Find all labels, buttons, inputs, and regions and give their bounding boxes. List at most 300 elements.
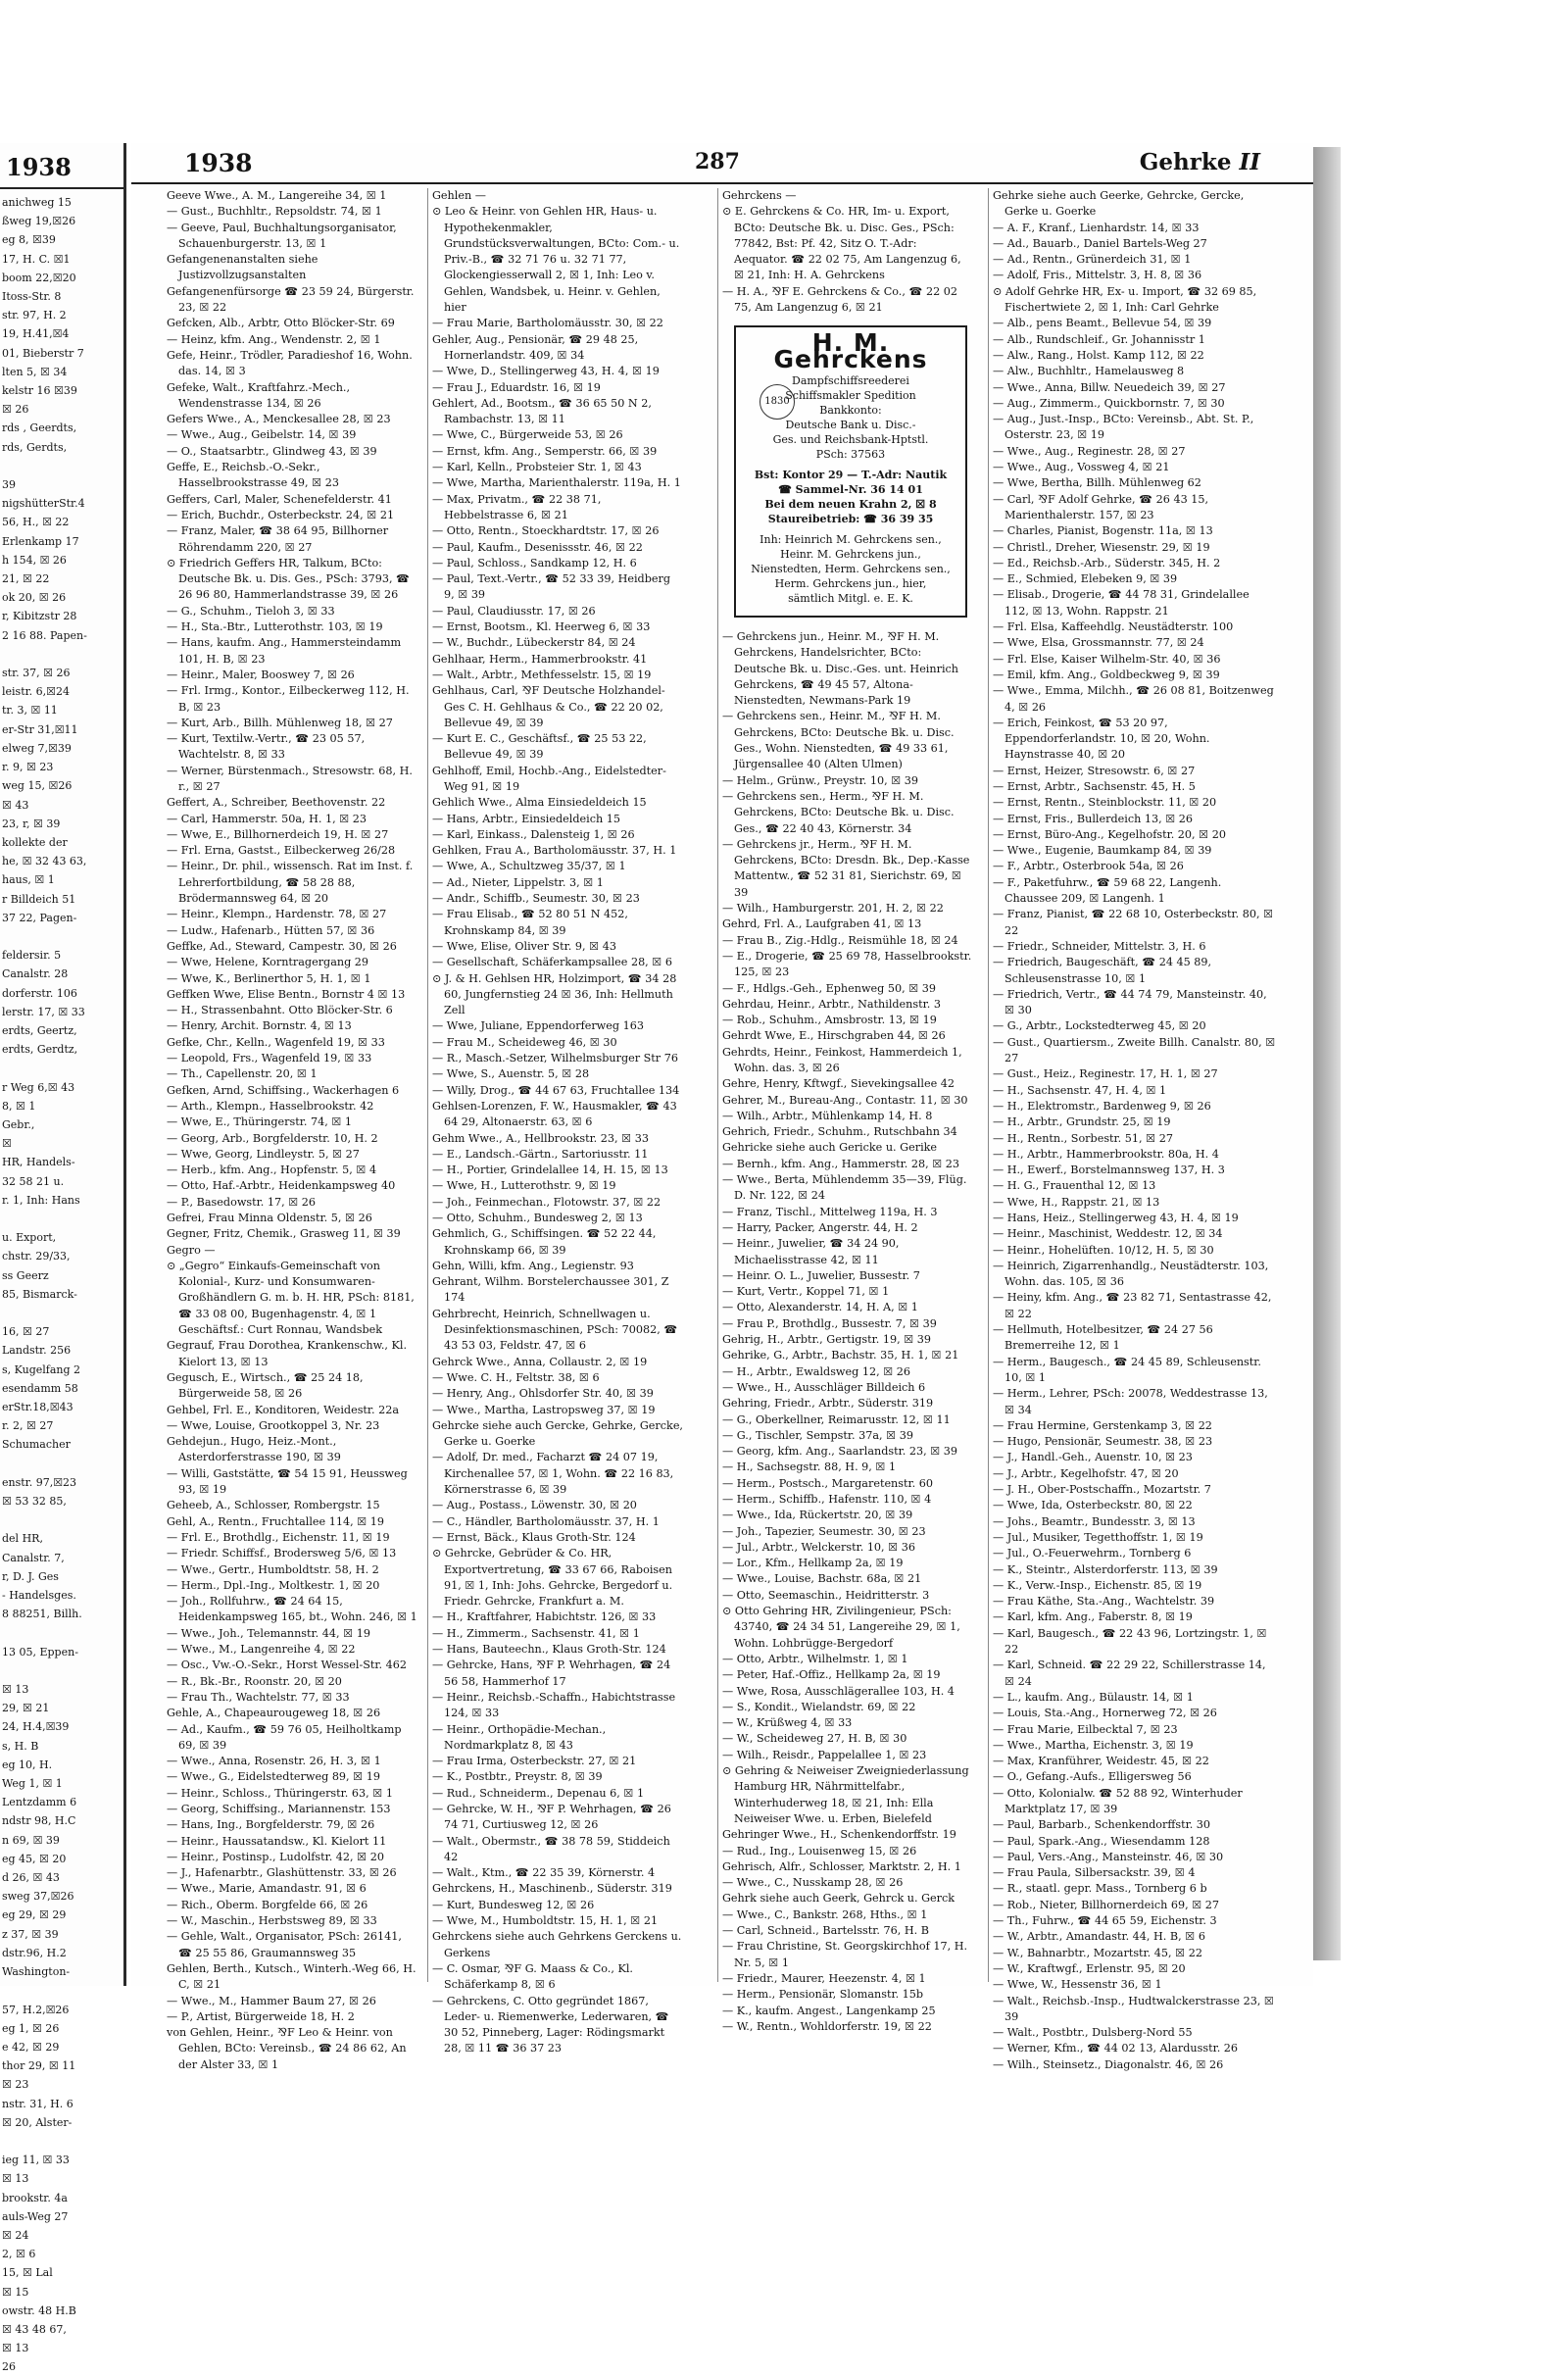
directory-entry: — Joh., Tapezier, Seumestr. 30, ☒ 23 [722, 1524, 926, 1538]
directory-entry: — H. G., Frauenthal 12, ☒ 13 [993, 1179, 1156, 1193]
directory-entry: — Wwe., G., Eidelstedterweg 89, ☒ 19 [167, 1770, 380, 1784]
directory-entry: — Walt., Arbtr., Methfesselstr. 15, ☒ 19 [432, 668, 652, 681]
previous-page-line [2, 1210, 123, 1228]
directory-entry: — Karl, Schneid. ☎ 22 29 22, Schillerstrasse 14, ☒ 24 [993, 1659, 1266, 1688]
directory-entry: — Ed., Reichsb.-Arb., Süderstr. 345, H. 2 [993, 556, 1221, 569]
previous-page-line: 85, Bismarck- [2, 1287, 77, 1301]
directory-entry: — Harry, Packer, Angerstr. 44, H. 2 [722, 1220, 918, 1234]
directory-entry: — Wwe, E., Thüringerstr. 74, ☒ 1 [167, 1115, 353, 1129]
previous-page-line: s, H. B [2, 1739, 39, 1753]
previous-page-line: 56, H., ☒ 22 [2, 516, 70, 529]
directory-entry: Gehlich Wwe., Alma Einsiedeldeich 15 [432, 796, 647, 810]
directory-entry: — W., Rentn., Wohldorferstr. 19, ☒ 22 [722, 2019, 932, 2033]
directory-entry: — Wwe, Rosa, Ausschlägerallee 103, H. 4 [722, 1684, 955, 1698]
directory-entry: — G., Arbtr., Lockstedterweg 45, ☒ 20 [993, 1019, 1206, 1033]
previous-page-line: eg 10, H. [2, 1758, 53, 1771]
directory-entry: Geffert, A., Schreiber, Beethovenstr. 22 [167, 796, 386, 810]
directory-entry: — Heinr., Postinsp., Ludolfstr. 42, ☒ 20 [167, 1850, 384, 1863]
directory-entry: — Ad., Kaufm., ☎ 59 76 05, Heilholtkamp 69, ☒ 39 [167, 1722, 402, 1752]
previous-page-line: r. 2, ☒ 27 [2, 1419, 54, 1433]
previous-page-line: Schumacher [2, 1438, 71, 1452]
ad-line: Inh: Heinrich M. Gehrckens sen., [760, 532, 942, 546]
directory-entry: — Wwe., M., Hammer Baum 27, ☒ 26 [167, 1994, 376, 2007]
directory-entry: — Kurt, Arb., Billh. Mühlenweg 18, ☒ 27 [167, 716, 393, 729]
directory-entry: — H., Sachsenstr. 47, H. 4, ☒ 1 [993, 1083, 1167, 1097]
directory-entry: Gehrckens siehe auch Gehrkens Gerckens u. Gerkens [432, 1930, 682, 1959]
directory-entry: — Erich, Feinkost, ☎ 53 20 97, Eppendorferlandstr. 10, ☒ 20, Wohn. Haynstrasse 40, ☒ 20 [993, 716, 1210, 762]
directory-entry: — Wwe, Martha, Marienthalerstr. 119a, H. 1 [432, 476, 681, 490]
directory-entry: Gehbel, Frl. E., Konditoren, Weidestr. 22a [167, 1403, 400, 1416]
previous-page-line: Weg 1, ☒ 1 [2, 1777, 63, 1791]
directory-entry: Geffers, Carl, Maler, Schenefelderstr. 41 [167, 492, 392, 506]
directory-entry: — H., Ewerf., Borstelmannsweg 137, H. 3 [993, 1164, 1225, 1177]
directory-entry: — Franz, Pianist, ☎ 22 68 10, Osterbeckstr. 80, ☒ 22 [993, 908, 1274, 937]
previous-page-line: sweg 37,☒26 [2, 1890, 74, 1904]
directory-entry: — Friedr., Maurer, Heezenstr. 4, ☒ 1 [722, 1971, 926, 1985]
previous-page-line: enstr. 97,☒23 [2, 1475, 77, 1489]
directory-entry: Gehlert, Ad., Bootsm., ☎ 36 65 50 N 2, Rambachstr. 13, ☒ 11 [432, 396, 652, 426]
directory-entry: Gehricke siehe auch Gericke u. Gerike [722, 1141, 938, 1155]
previous-page-line: d 26, ☒ 43 [2, 1871, 60, 1885]
previous-page-line: 21, ☒ 22 [2, 572, 50, 586]
catchword-name: Gehrke [1139, 149, 1232, 175]
directory-entry: — Paul, Schloss., Sandkamp 12, H. 6 [432, 556, 637, 569]
directory-entry: Gefangenenanstalten siehe Justizvollzugsanstalten [167, 253, 318, 282]
directory-entry: — Otto, Alexanderstr. 14, H. A, ☒ 1 [722, 1301, 918, 1314]
previous-page-line: 16, ☒ 27 [2, 1325, 50, 1339]
directory-entry: — W., Scheideweg 27, H. B, ☒ 30 [722, 1732, 907, 1746]
directory-entry: ⊙ J. & H. Gehlsen HR, Holzimport, ☎ 34 28 60, Jungfernstieg 24 ☒ 36, Inh: Hellmuth Zell [432, 971, 677, 1017]
previous-page-line [2, 1510, 123, 1529]
directory-entry: — Ludw., Hafenarb., Hütten 57, ☒ 36 [167, 923, 375, 937]
directory-entry: — Herm., Baugesch., ☎ 24 45 89, Schleusenstr. 10, ☒ 1 [993, 1355, 1261, 1384]
directory-entry: — Gust., Quartiersm., Zweite Billh. Canalstr. 80, ☒ 27 [993, 1035, 1276, 1065]
previous-page-line: 17, H. C. ☒1 [2, 252, 71, 266]
directory-entry: — Gehrckens jun., Heinr. M., ⅋F H. M. Gehrckens, Handelsrichter, BCto: Deutsche Bk. u. Disc.-Ges. unt. Heinrich Gehrckens, ☎ 49 45 57, Altona-Nienstedten, Newmans-Park 19 [722, 629, 958, 708]
gehrckens-advertisement [734, 325, 967, 618]
directory-entry: — Heinr., Reichsb.-Schaffn., Habichtstrasse 124, ☒ 33 [432, 1690, 676, 1720]
column-3-entries [722, 629, 973, 2035]
directory-entry: — Georg, Schiffsing., Mariannenstr. 153 [167, 1802, 391, 1815]
directory-entry: — Adolf, Dr. med., Facharzt ☎ 24 07 19, Kirchenallee 57, ☒ 1, Wohn. ☎ 22 16 83, Körnerstrasse 6, ☒ 39 [432, 1451, 674, 1497]
directory-entry: — Jul., O.-Feuerwehrm., Tornberg 6 [993, 1547, 1192, 1560]
directory-entry: — O., Staatsarbtr., Glindweg 43, ☒ 39 [167, 444, 377, 458]
directory-column-2 [427, 188, 683, 2055]
directory-entry: — Georg, Arb., Borgfelderstr. 10, H. 2 [167, 1131, 378, 1145]
previous-page-line: erdts, Geertz, [2, 1023, 77, 1037]
previous-page-line: nigshütterStr.4 [2, 497, 85, 511]
directory-entry: — Paul, Barbarb., Schenkendorffstr. 30 [993, 1818, 1211, 1832]
directory-entry: — F., Hdlgs.-Geh., Ephenweg 50, ☒ 39 [722, 981, 937, 995]
directory-entry: — Peter, Haf.-Offiz., Hellkamp 2a, ☒ 19 [722, 1668, 941, 1682]
directory-entry: — Friedr., Schneider, Mittelstr. 3, H. 6 [993, 939, 1206, 953]
previous-page-line: ☒ 24 [2, 2228, 29, 2242]
directory-entry: — Helm., Grünw., Preystr. 10, ☒ 39 [722, 773, 919, 787]
previous-page-line [2, 645, 123, 664]
directory-entry: — E., Landsch.-Gärtn., Sartoriusstr. 11 [432, 1147, 649, 1161]
directory-entry: Gefken, Arnd, Schiffsing., Wackerhagen 6 [167, 1083, 400, 1097]
directory-entry: — Wwe., C., Bankstr. 268, Hths., ☒ 1 [722, 1907, 928, 1921]
directory-entry: — J., Hafenarbtr., Glashüttenstr. 33, ☒ 26 [167, 1866, 397, 1880]
directory-entry: — Alb., Rundschleif., Gr. Johannisstr 1 [993, 332, 1205, 346]
directory-entry: ⊙ Gehring & Neiweiser Zweigniederlassung Hamburg HR, Nährmittelfabr., Winterhuderweg 18, ☒ 21, Inh: Ella Neiweiser Wwe. u. Erben, Bielefeld [722, 1764, 969, 1825]
directory-entry: — Gehle, Walt., Organisator, PSch: 26141, ☎ 25 55 86, Graumannsweg 35 [167, 1930, 402, 1959]
directory-entry: Gehrk siehe auch Geerk, Gehrck u. Gerck [722, 1892, 956, 1906]
directory-entry: — Rud., Schneiderm., Depenau 6, ☒ 1 [432, 1786, 645, 1800]
directory-entry: — Ernst, Bootsm., Kl. Heerweg 6, ☒ 33 [432, 620, 651, 634]
directory-entry: Gehle, A., Chapeaurougeweg 18, ☒ 26 [167, 1707, 381, 1720]
directory-entry: — Adolf, Fris., Mittelstr. 3, H. 8, ☒ 36 [993, 269, 1202, 282]
directory-entry: — Henry, Archit. Bornstr. 4, ☒ 13 [167, 1019, 352, 1033]
directory-entry: — K., Verw.-Insp., Eichenstr. 85, ☒ 19 [993, 1578, 1202, 1592]
previous-page-line: thor 29, ☒ 11 [2, 2059, 76, 2073]
directory-entry: Gehringer Wwe., H., Schenkendorffstr. 19 [722, 1828, 956, 1842]
previous-page-line: z 37, ☒ 39 [2, 1927, 59, 1941]
directory-entry: — F., Arbtr., Osterbrook 54a, ☒ 26 [993, 860, 1184, 873]
previous-page-line: leistr. 6,☒24 [2, 685, 71, 699]
previous-page-line: tr. 3, ☒ 11 [2, 704, 58, 718]
previous-page-line: Erlenkamp 17 [2, 534, 79, 548]
previous-page-line [2, 1623, 123, 1642]
directory-entry: — P., Artist, Bürgerweide 18, H. 2 [167, 2009, 355, 2023]
previous-page-line: 26 [2, 2360, 16, 2374]
directory-entry: — Frl. Erna, Gastst., Eilbeckerweg 26/28 [167, 844, 396, 858]
directory-entry: Gehrant, Wilhm. Borstelerchaussee 301, Z 174 [432, 1275, 669, 1305]
directory-entry: — Kurt E. C., Geschäftsf., ☎ 25 53 22, Bellevue 49, ☒ 39 [432, 732, 647, 762]
previous-page-line: 13 05, Eppen- [2, 1645, 78, 1659]
previous-page-line: e 42, ☒ 29 [2, 2040, 60, 2054]
directory-entry: — E., Drogerie, ☎ 25 69 78, Hasselbrookstr. 125, ☒ 23 [722, 949, 972, 979]
previous-page-line: r. 1, Inh: Hans [2, 1193, 80, 1207]
directory-entry: Gegner, Fritz, Chemik., Grasweg 11, ☒ 39 [167, 1227, 401, 1241]
directory-entry: — Ad., Nieter, Lippelstr. 3, ☒ 1 [432, 875, 604, 889]
directory-entry: — Heinr. O. L., Juwelier, Bussestr. 7 [722, 1268, 920, 1282]
ad-line: ☎ Sammel-Nr. 36 14 01 [778, 482, 923, 496]
directory-entry: — Leopold, Frs., Wagenfeld 19, ☒ 33 [167, 1052, 372, 1065]
previous-page-line: ☒ 13 [2, 1683, 29, 1697]
directory-entry: — Heinr., Schloss., Thüringerstr. 63, ☒ 1 [167, 1786, 393, 1800]
previous-page-line: ☒ 13 [2, 2172, 29, 2186]
previous-page-line: 8 88251, Billh. [2, 1608, 82, 1621]
previous-page-line: ßweg 19,☒26 [2, 215, 76, 228]
directory-entry: — Heinr., Dr. phil., wissensch. Rat im Inst. f. Lehrerfortbildung, ☎ 58 28 88, Brödermannsweg 64, ☒ 20 [167, 860, 414, 906]
directory-entry: — Wwe, Ida, Osterbeckstr. 80, ☒ 22 [993, 1499, 1193, 1512]
directory-entry: Geffke, Ad., Steward, Campestr. 30, ☒ 26 [167, 939, 397, 953]
directory-entry: Gehrdt Wwe, E., Hirschgraben 44, ☒ 26 [722, 1029, 946, 1043]
previous-page-line [2, 2132, 123, 2151]
directory-entry: — Th., Fuhrw., ☎ 44 65 59, Eichenstr. 3 [993, 1914, 1217, 1928]
directory-entry: — C., Händler, Bartholomäusstr. 37, H. 1 [432, 1514, 660, 1528]
directory-entry: — Hans, Ing., Borgfelderstr. 79, ☒ 26 [167, 1818, 375, 1832]
directory-entry: — Wwe., Emma, Milchh., ☎ 26 08 81, Boitzenweg 4, ☒ 26 [993, 684, 1274, 714]
directory-entry: — Heinr., Maschinist, Weddestr. 12, ☒ 34 [993, 1227, 1223, 1241]
directory-entry: — Gust., Buchhltr., Repsoldstr. 74, ☒ 1 [167, 205, 382, 219]
previous-page-line: he, ☒ 32 43 63, [2, 855, 87, 868]
directory-entry: — Ad., Rentn., Grünerdeich 31, ☒ 1 [993, 253, 1192, 267]
ad-line: Herm. Gehrckens jun., hier, [774, 576, 927, 590]
directory-entry: — Gehrckens sen., Herm., ⅋F H. M. Gehrckens, BCto: Deutsche Bk. u. Disc. Ges., ☎ 22 40 43, Körnerstr. 34 [722, 789, 955, 835]
directory-entry: — Gehrckens jr., Herm., ⅋F H. M. Gehrckens, BCto: Dresdn. Bk., Dep.-Kasse Mattentw., ☎ 52 31 81, Sierichstr. 69, ☒ 39 [722, 837, 970, 899]
previous-page-line: 39 [2, 478, 16, 492]
directory-entry: — W., Buchdr., Lübeckerstr 84, ☒ 24 [432, 636, 636, 650]
ad-line: Schiffsmakler Spedition [785, 388, 916, 402]
previous-page-line: r, Kibitzstr 28 [2, 610, 77, 623]
directory-page [131, 143, 1313, 2071]
directory-entry: ⊙ Leo & Heinr. von Gehlen HR, Haus- u. Hypothekenmakler, Grundstücksverwaltungen, BCto: Com.- u. Priv.-B., ☎ 32 71 76 u. 32 71 77, Glockengiesserwall 2, ☒ 1, Inh: Leo v. Gehlen, Wandsbek, u. Heinr. v. Gehlen, hier [432, 205, 680, 315]
catchword [1140, 149, 1260, 175]
ad-founding-seal: 1830 [760, 384, 795, 420]
directory-entry: — C. Osmar, ⅋F G. Maass & Co., Kl. Schäferkamp 8, ☒ 6 [432, 1961, 633, 1992]
directory-entry: Gefe, Heinr., Trödler, Paradieshof 16, Wohn. das. 14, ☒ 3 [167, 348, 413, 378]
directory-entry: — Friedrich, Baugeschäft, ☎ 24 45 89, Schleusenstrasse 10, ☒ 1 [993, 956, 1212, 985]
directory-entry: — H., Arbtr., Grundstr. 25, ☒ 19 [993, 1115, 1171, 1129]
directory-entry: — Gehrcke, Hans, ⅋F P. Wehrhagen, ☎ 24 56 58, Hammerhof 17 [432, 1659, 671, 1688]
directory-entry: — Frau Marie, Eilbecktal 7, ☒ 23 [993, 1722, 1178, 1736]
directory-entry: — Wwe., Anna, Rosenstr. 26, H. 3, ☒ 1 [167, 1755, 381, 1768]
directory-entry: — Ernst, kfm. Ang., Semperstr. 66, ☒ 39 [432, 444, 658, 458]
previous-page-line: kelstr 16 ☒39 [2, 384, 77, 398]
directory-entry: — Herm., Schiffb., Hafenstr. 110, ☒ 4 [722, 1493, 932, 1506]
previous-page-line: 2, ☒ 6 [2, 2248, 36, 2261]
ad-line: Bst: Kontor 29 — T.-Adr: Nautik [754, 468, 948, 481]
previous-page-line: ☒ 53 32 85, [2, 1495, 67, 1509]
directory-entry: Gehring, Friedr., Arbtr., Süderstr. 319 [722, 1397, 934, 1411]
directory-entry: — Carl, ⅋F Adolf Gehrke, ☎ 26 43 15, Marienthalerstr. 157, ☒ 23 [993, 492, 1209, 521]
directory-entry: Gefangenenfürsorge ☎ 23 59 24, Bürgerstr. 23, ☒ 22 [167, 284, 415, 315]
previous-page-line: 01, Bieberstr 7 [2, 346, 84, 360]
directory-entry: — Frl. Irmg., Kontor., Eilbeckerweg 112, H. B, ☒ 23 [167, 684, 410, 714]
directory-entry: — Wwe., Marie, Amandastr. 91, ☒ 6 [167, 1882, 367, 1896]
previous-page-line: Canalstr. 28 [2, 967, 69, 981]
directory-entry: Gehlhaar, Herm., Hammerbrookstr. 41 [432, 652, 648, 666]
previous-page-line: auls-Weg 27 [2, 2209, 69, 2223]
directory-entry: — Frau Irma, Osterbeckstr. 27, ☒ 21 [432, 1755, 637, 1768]
directory-entry: — Walt., Obermstr., ☎ 38 78 59, Stiddeich 42 [432, 1834, 670, 1863]
previous-page-line: kollekte der [2, 835, 68, 849]
previous-page-line: str. 97, H. 2 [2, 309, 67, 322]
directory-entry: — Wwe. C. H., Feltstr. 38, ☒ 6 [432, 1370, 600, 1384]
previous-page-line [2, 927, 123, 946]
directory-entry: — Herm., Dpl.-Ing., Moltkestr. 1, ☒ 20 [167, 1578, 380, 1592]
directory-entry: — Wwe, Bertha, Billh. Mühlenweg 62 [993, 476, 1201, 490]
directory-entry: Gefcken, Alb., Arbtr, Otto Blöcker-Str. 69 [167, 317, 395, 330]
directory-entry: — R., staatl. gepr. Mass., Tornberg 6 b [993, 1882, 1207, 1896]
ad-line: Ges. und Reichsbank-Hptstl. [772, 432, 929, 446]
directory-entry: Gehlsen-Lorenzen, F. W., Hausmakler, ☎ 43 64 29, Altonaerstr. 63, ☒ 6 [432, 1099, 677, 1129]
previous-page-line: boom 22,☒20 [2, 271, 76, 284]
directory-entry: — Heinr., Maler, Booswey 7, ☒ 26 [167, 668, 355, 681]
previous-page-line: erdts, Gerdtz, [2, 1043, 78, 1057]
ad-line: Heinr. M. Gehrckens jun., Nienstedten, Herm. Gehrckens sen., [751, 547, 951, 575]
directory-entry: — Ernst, Heizer, Stresowstr. 6, ☒ 27 [993, 764, 1196, 777]
directory-entry: — Wwe., Martha, Eichenstr. 3, ☒ 19 [993, 1738, 1194, 1752]
directory-entry: — H., Rentn., Sorbestr. 51, ☒ 27 [993, 1131, 1173, 1145]
column-3-top-entries [722, 188, 973, 316]
directory-entry: — Wwe, H., Lutterothstr. 9, ☒ 19 [432, 1179, 616, 1193]
previous-page-line: ☒ 20, Alster- [2, 2115, 73, 2129]
directory-entry: — Heinz, kfm. Ang., Wendenstr. 2, ☒ 1 [167, 332, 381, 346]
previous-page-line: r, D. J. Ges [2, 1569, 59, 1583]
previous-page-line: - Handelsges. [2, 1589, 76, 1603]
directory-entry: — Wwe., Ida, Rückertstr. 20, ☒ 39 [722, 1509, 913, 1522]
directory-entry: — Alw., Buchhltr., Hamelausweg 8 [993, 365, 1185, 378]
directory-entry: — Frau Paula, Silbersackstr. 39, ☒ 4 [993, 1866, 1196, 1880]
directory-entry: — Frau Marie, Bartholomäusstr. 30, ☒ 22 [432, 317, 663, 330]
directory-entry: — Paul, Text.-Vertr., ☎ 52 33 39, Heidberg 9, ☒ 39 [432, 572, 671, 602]
previous-page-line: r Weg 6,☒ 43 [2, 1080, 75, 1094]
directory-entry: — Walt., Reichsb.-Insp., Hudtwalckerstrasse 23, ☒ 39 [993, 1994, 1274, 2023]
directory-entry: — Aug., Just.-Insp., BCto: Vereinsb., Abt. St. P., Osterstr. 23, ☒ 19 [993, 413, 1254, 442]
previous-page-line: nstr. 31, H. 6 [2, 2097, 74, 2110]
directory-entry: — Frau Christine, St. Georgskirchhof 17, H. Nr. 5, ☒ 1 [722, 1940, 968, 1969]
previous-page-line: HR, Handels- [2, 1156, 75, 1169]
directory-entry: — Heinr., Orthopädie-Mechan., Nordmarkplatz 8, ☒ 43 [432, 1722, 607, 1752]
directory-entry: — Frau Käthe, Sta.-Ang., Wachtelstr. 39 [993, 1595, 1215, 1609]
previous-page-line [2, 1661, 123, 1680]
previous-page-line: lerstr. 17, ☒ 33 [2, 1005, 85, 1018]
directory-entry: — S., Kondit., Wielandstr. 69, ☒ 22 [722, 1700, 916, 1713]
directory-entry: — Rob., Schuhm., Amsbrostr. 13, ☒ 19 [722, 1014, 937, 1027]
directory-entry: — Elisab., Drogerie, ☎ 44 78 31, Grindelallee 112, ☒ 13, Wohn. Rappstr. 21 [993, 588, 1250, 618]
directory-entry: Gehrike, G., Arbtr., Bachstr. 35, H. 1, ☒ 21 [722, 1349, 959, 1362]
previous-page-line: dorferstr. 106 [2, 986, 77, 1000]
directory-entry: — Carl, Schneid., Bartelsstr. 76, H. B [722, 1924, 929, 1938]
directory-column-3 [717, 188, 973, 2033]
directory-entry: — Ernst, Fris., Bullerdeich 13, ☒ 26 [993, 812, 1194, 825]
directory-entry: — Heinr., Haussatandsw., Kl. Kielort 11 [167, 1834, 387, 1848]
directory-entry: — Herm., Lehrer, PSch: 20078, Weddestrasse 13, ☒ 34 [993, 1387, 1268, 1416]
previous-page-line: lten 5, ☒ 34 [2, 365, 68, 378]
directory-entry: — Th., Capellenstr. 20, ☒ 1 [167, 1067, 318, 1081]
directory-entry: — Rich., Oberm. Borgfelde 66, ☒ 26 [167, 1898, 368, 1911]
directory-entry: — Gehrckens sen., Heinr. M., ⅋F H. M. Gehrckens, BCto: Deutsche Bk. u. Disc. Ges., Wohn. Nienstedten, ☎ 49 33 61, Jürgensallee 40 (Alten Ulmen) [722, 710, 955, 771]
previous-page-line: 23, r, ☒ 39 [2, 817, 61, 830]
previous-page-line: 8, ☒ 1 [2, 1099, 36, 1113]
directory-entry: — Frau P., Brothdlg., Bussestr. 7, ☒ 39 [722, 1316, 937, 1330]
directory-entry: — K., Steintr., Alsterdorferstr. 113, ☒ 39 [993, 1562, 1218, 1576]
previous-page-line: Gebr., [2, 1117, 35, 1131]
previous-page-line [2, 457, 123, 475]
directory-entry: — Gust., Heiz., Reginestr. 17, H. 1, ☒ 27 [993, 1067, 1218, 1081]
previous-page-line: eg 29, ☒ 29 [2, 1908, 67, 1922]
directory-entry: — Hellmuth, Hotelbesitzer, ☎ 24 27 56 Bremerreihe 12, ☒ 1 [993, 1323, 1213, 1353]
directory-entry: — Wwe., Anna, Billw. Neuedeich 39, ☒ 27 [993, 380, 1226, 394]
previous-page-line: n 69, ☒ 39 [2, 1833, 60, 1847]
directory-entry: Gehn, Willi, kfm. Ang., Legienstr. 93 [432, 1259, 634, 1272]
page-edge-shadow [1313, 147, 1341, 1960]
directory-entry: Gehrke siehe auch Geerke, Gehrcke, Gercke, Gerke u. Goerke [993, 189, 1245, 219]
directory-entry: Gehl, A., Rentn., Fruchtallee 114, ☒ 19 [167, 1514, 385, 1528]
directory-entry: — Ad., Bauarb., Daniel Bartels-Weg 27 [993, 236, 1207, 250]
directory-entry: — Charles, Pianist, Bogenstr. 11a, ☒ 13 [993, 524, 1213, 538]
previous-page-line: er-Str 31,☒11 [2, 722, 78, 736]
previous-page-line: s, Kugelfang 2 [2, 1362, 81, 1376]
directory-entry: — Wwe, C., Bürgerweide 53, ☒ 26 [432, 428, 623, 442]
directory-entry: — Christl., Dreher, Wiesenstr. 29, ☒ 19 [993, 540, 1210, 554]
previous-page-line: owstr. 48 H.B [2, 2303, 76, 2317]
directory-entry: Gefrei, Frau Minna Oldenstr. 5, ☒ 26 [167, 1212, 372, 1224]
directory-entry: — Alb., pens Beamt., Bellevue 54, ☒ 39 [993, 317, 1212, 330]
directory-entry: Gehrbrecht, Heinrich, Schnellwagen u. Desinfektionsmaschinen, PSch: 70082, ☎ 43 53 03, Feldstr. 47, ☒ 6 [432, 1307, 678, 1353]
directory-entry: — Wwe., Aug., Vossweg 4, ☒ 21 [993, 461, 1170, 474]
previous-page-line: 32 58 21 u. [2, 1174, 65, 1188]
directory-entry: — Kurt, Vertr., Koppel 71, ☒ 1 [722, 1285, 890, 1299]
previous-page-line: ☒ 26 [2, 403, 29, 417]
directory-entry: — Hans, Heiz., Stellingerweg 43, H. 4, ☒ 19 [993, 1212, 1239, 1224]
previous-page-line: ☒ 23 [2, 2078, 29, 2092]
previous-page-line: eg 45, ☒ 20 [2, 1852, 67, 1865]
previous-page-line: r Billdeich 51 [2, 892, 76, 906]
directory-entry: — Wwe., M., Langenreihe 4, ☒ 22 [167, 1643, 356, 1657]
directory-entry: — Wwe, Helene, Korntragergang 29 [167, 956, 369, 969]
previous-page-line: rds , Geerdts, [2, 421, 77, 435]
previous-page-line: haus, ☒ 1 [2, 873, 55, 887]
directory-entry: — Wwe, E., Billhornerdeich 19, H. ☒ 27 [167, 827, 389, 841]
directory-entry: — Herm., Pensionär, Slomanstr. 15b [722, 1988, 924, 2002]
directory-entry: — Georg, kfm. Ang., Saarlandstr. 23, ☒ 39 [722, 1445, 958, 1459]
directory-entry: — G., Schuhm., Tieloh 3, ☒ 33 [167, 604, 335, 618]
directory-entry: — W., Bahnarbtr., Mozartstr. 45, ☒ 22 [993, 1946, 1202, 1959]
page-header [131, 143, 1313, 184]
previous-page-line: esendamm 58 [2, 1381, 78, 1395]
directory-entry: Gehrdau, Heinr., Arbtr., Nathildenstr. 3 [722, 997, 941, 1011]
previous-page-line [2, 1304, 123, 1322]
directory-entry: — Walt., Postbtr., Dulsberg-Nord 55 [993, 2026, 1193, 2040]
directory-entry: — Joh., Rollfuhrw., ☎ 24 64 15, Heidenkampsweg 165, bt., Wohn. 246, ☒ 1 [167, 1595, 417, 1624]
directory-entry: — Gehrckens, C. Otto gegründet 1867, Leder- u. Riemenwerke, Lederwaren, ☎ 30 52, Pinneberg, Lager: Rödingsmarkt 28, ☒ 11 ☎ 36 37 23 [432, 1994, 669, 2055]
previous-page-line: del HR, [2, 1532, 43, 1546]
directory-entry: von Gehlen, Heinr., ⅋F Leo & Heinr. von Gehlen, BCto: Vereinsb., ☎ 24 86 62, An der Alster 33, ☒ 1 [167, 2026, 407, 2071]
directory-entry: — K., kaufm. Angest., Langenkamp 25 [722, 2004, 936, 2017]
previous-page-lines [0, 193, 123, 2377]
directory-entry: — Aug., Zimmerm., Quickbornstr. 7, ☒ 30 [993, 396, 1225, 410]
directory-entry: Gehrisch, Alfr., Schlosser, Marktstr. 2, H. 1 [722, 1859, 961, 1873]
previous-page-line [2, 1455, 123, 1473]
directory-entry: — Gesellschaft, Schäferkampsallee 28, ☒ 6 [432, 956, 672, 969]
section-numeral: II [1239, 149, 1260, 175]
directory-entry: Gehrcke siehe auch Gercke, Gehrke, Gercke, Gerke u. Goerke [432, 1418, 683, 1449]
directory-entry: — Frau B., Zig.-Hdlg., Reismühle 18, ☒ 24 [722, 933, 958, 947]
directory-entry: Gefeke, Walt., Kraftfahrz.-Mech., Wendenstrasse 134, ☒ 26 [167, 380, 351, 410]
directory-entry: Geffe, E., Reichsb.-O.-Sekr., Hasselbrookstrasse 49, ☒ 23 [167, 461, 339, 490]
directory-entry: Geffken Wwe, Elise Bentn., Bornstr 4 ☒ 13 [167, 987, 406, 1001]
previous-page-line: Landstr. 256 [2, 1344, 72, 1358]
directory-entry: — G., Oberkellner, Reimarusstr. 12, ☒ 11 [722, 1412, 951, 1426]
directory-entry: — Wwe., Martha, Lastropsweg 37, ☒ 19 [432, 1403, 656, 1416]
directory-entry: ⊙ Otto Gehring HR, Zivilingenieur, PSch: 43740, ☎ 24 34 51, Langereihe 29, ☒ 1, Wohn. Lohbrügge-Bergedorf [722, 1605, 960, 1650]
directory-entry: — Johs., Beamtr., Bundesstr. 3, ☒ 13 [993, 1514, 1196, 1528]
directory-entry: — Paul, Kaufm., Desenissstr. 46, ☒ 22 [432, 540, 643, 554]
previous-page-line: 37 22, Pagen- [2, 911, 77, 924]
directory-entry: — Werner, Bürstenmach., Stresowstr. 68, H. r., ☒ 27 [167, 764, 413, 793]
directory-entry: — Wwe, D., Stellingerweg 43, H. 4, ☒ 19 [432, 365, 660, 378]
directory-entry: — Wwe., H., Ausschläger Billdeich 6 [722, 1380, 926, 1394]
directory-entry: — W., Arbtr., Amandastr. 44, H. B, ☒ 6 [993, 1930, 1205, 1944]
directory-entry: Gegro — [167, 1243, 216, 1257]
directory-entry: — Wwe., Gertr., Humboldtstr. 58, H. 2 [167, 1562, 379, 1576]
previous-page-line: ☒ 43 48 67, [2, 2322, 67, 2336]
directory-entry: — Walt., Ktm., ☎ 22 35 39, Körnerstr. 4 [432, 1866, 656, 1880]
previous-page-line [2, 1981, 123, 2000]
directory-entry: — Louis, Sta.-Ang., Hornerweg 72, ☒ 26 [993, 1707, 1217, 1720]
previous-page-line: 29, ☒ 21 [2, 1702, 50, 1715]
directory-entry: — Friedrich, Vertr., ☎ 44 74 79, Mansteinstr. 40, ☒ 30 [993, 987, 1267, 1017]
directory-entry: — Wwe., Eugenie, Baumkamp 84, ☒ 39 [993, 844, 1212, 858]
previous-page-line: anichweg 15 [2, 196, 72, 209]
directory-entry: — Wwe, Juliane, Eppendorferweg 163 [432, 1019, 644, 1033]
directory-entry: — Kurt, Bundesweg 12, ☒ 26 [432, 1898, 595, 1911]
directory-entry: — H., Strassenbahnt. Otto Blöcker-Str. 6 [167, 1004, 393, 1017]
